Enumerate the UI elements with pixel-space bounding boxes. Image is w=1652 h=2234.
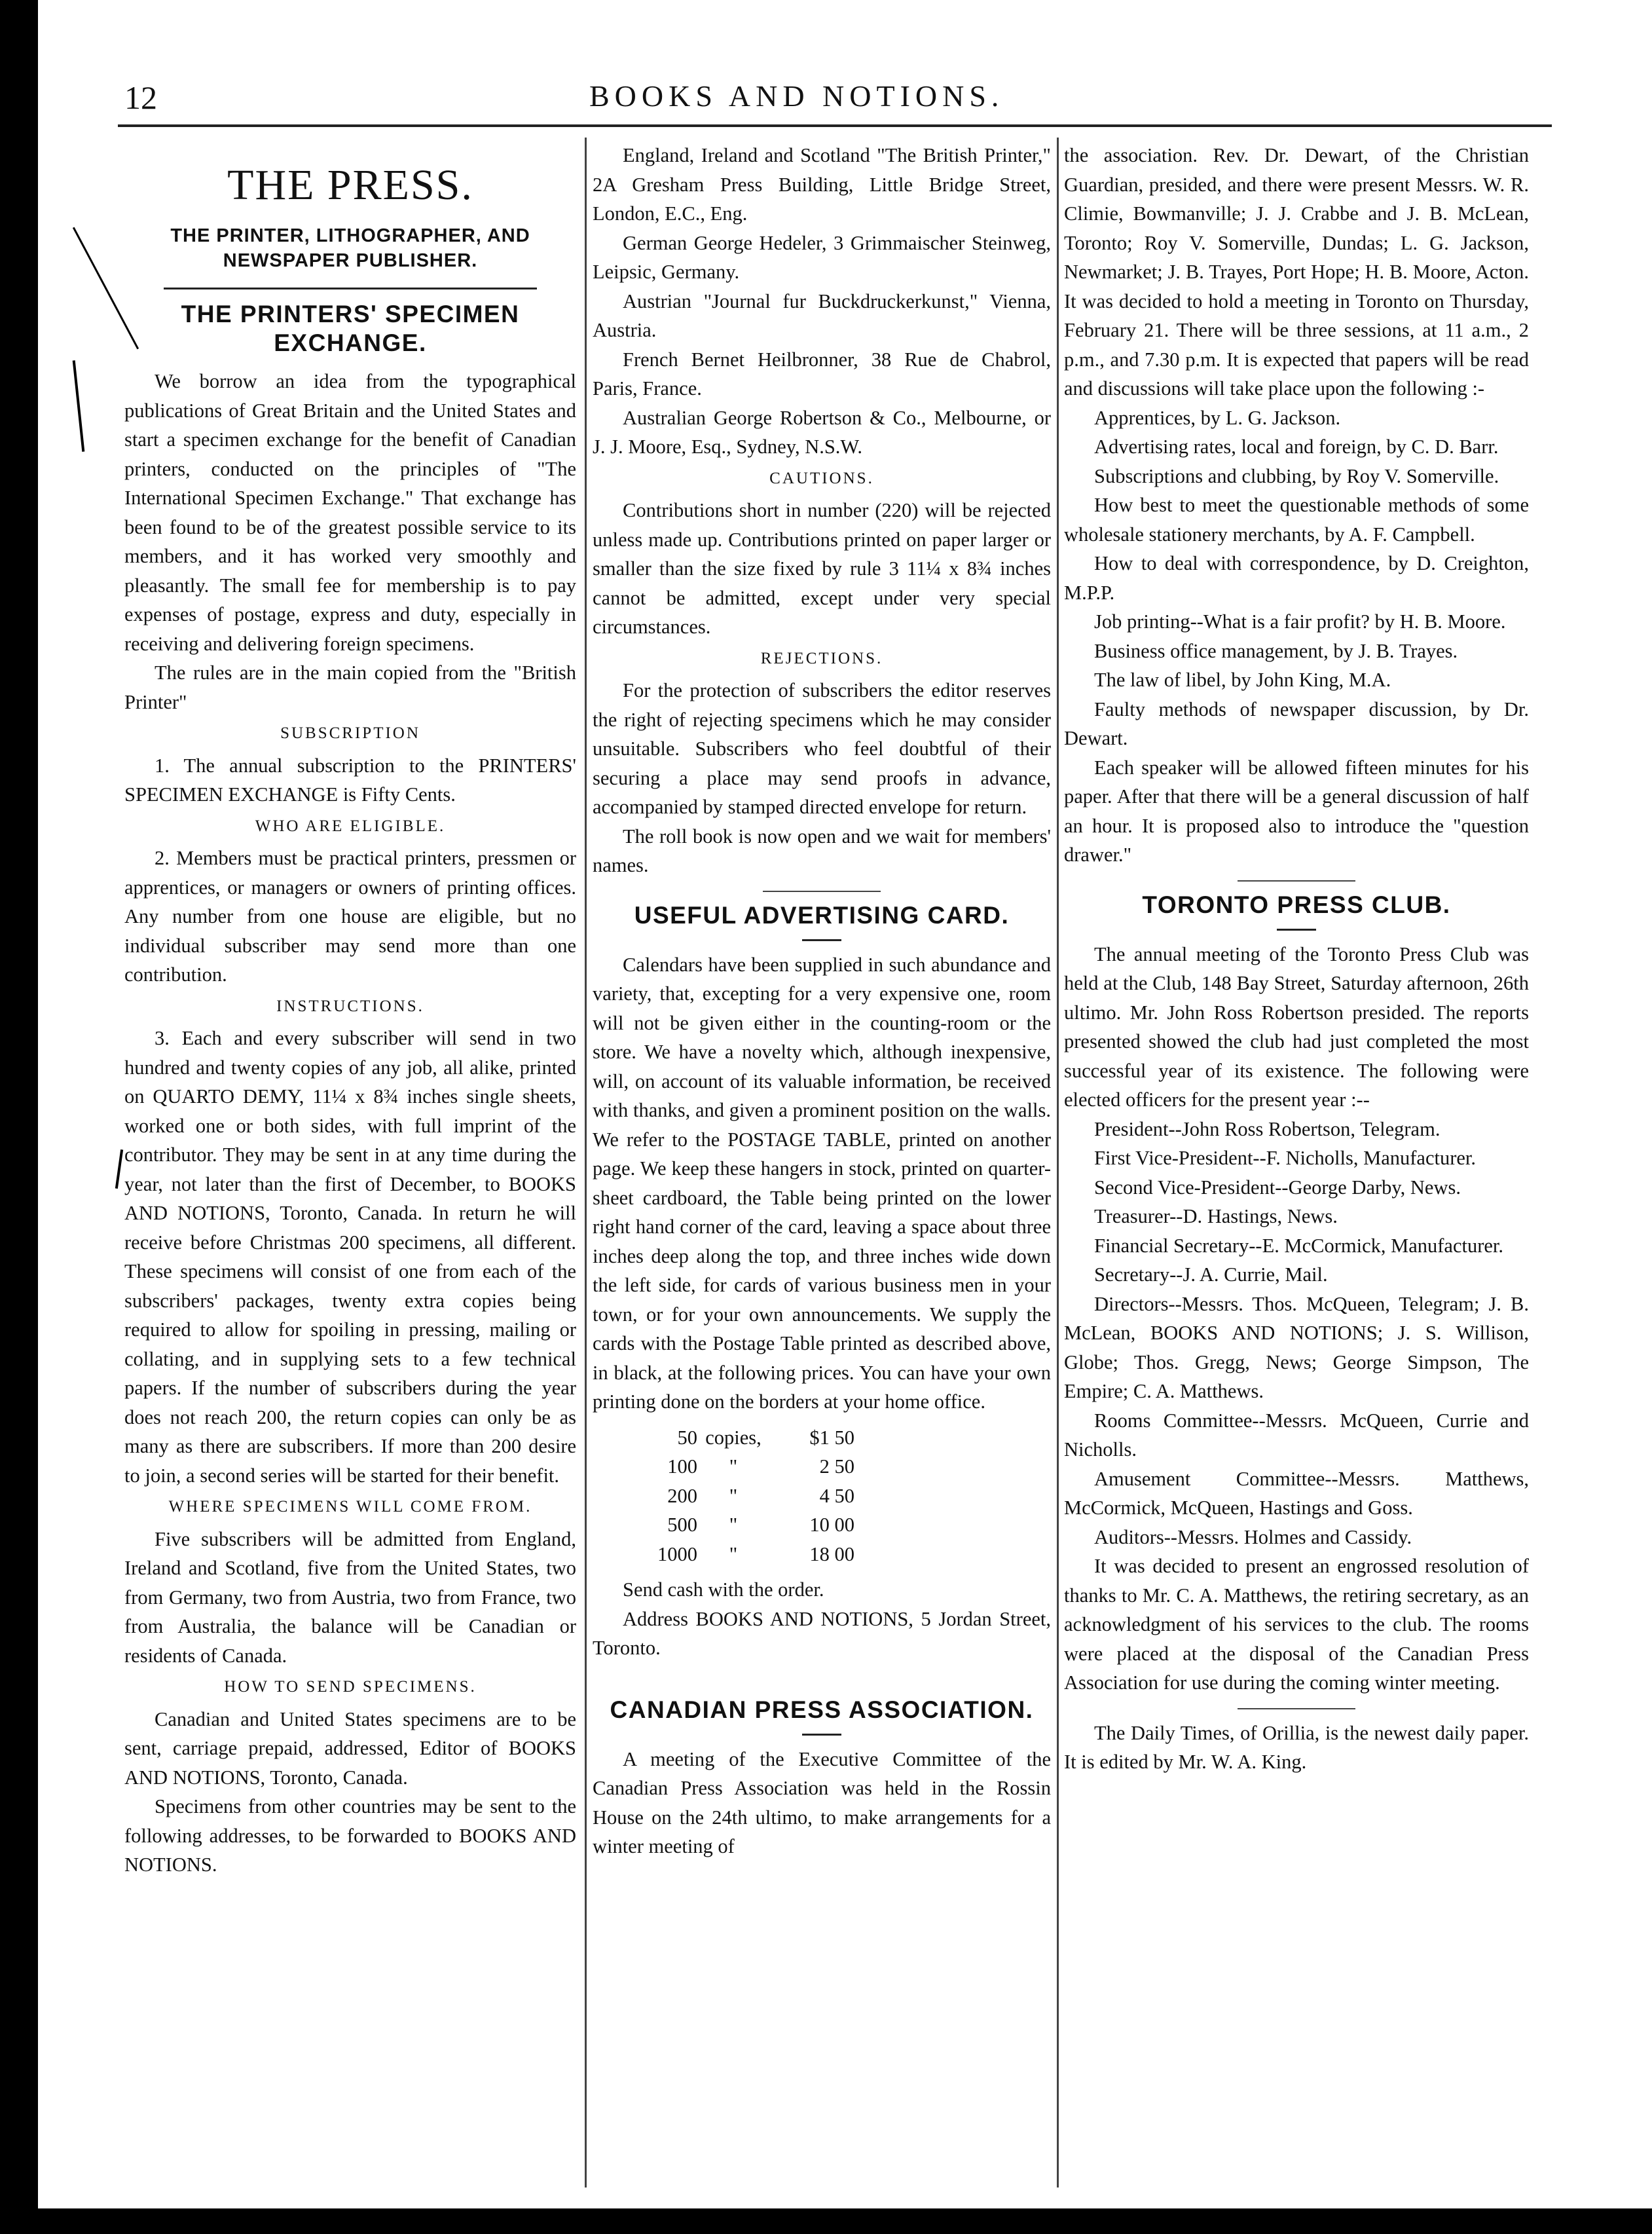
column-rule-2 (1057, 138, 1059, 2187)
rejections-paragraph: For the protection of subscribers the editor reserves the right of rejecting specimens which he may consider unsuitable. Subscribers who feel doubtful of their securing a place may send proofs in advance, accompanied by stamped directed envelope for return. (593, 679, 1051, 818)
column-3 (1064, 141, 1529, 2191)
topic-item: Job printing--What is a fair profit? by H. B. Moore. (1094, 610, 1506, 633)
cautions-paragraph: Contributions short in number (220) will be rejected unless made up. Contributions printed on paper larger or smaller than the size fixed by rule 3 11¼ x 8¾ inches cannot be admitted, except under very special circumstances. (593, 499, 1051, 638)
club-paragraph: The annual meeting of the Toronto Press Club was held at the Club, 148 Bay Street, Saturday afternoon, 26th ultimo. Mr. John Ross Robertson presided. The reports presented showed the club had just completed the most successful year of its existence. The following were elected officers for the present year :-- (1064, 942, 1529, 1111)
price-value: 18 00 (809, 1542, 854, 1565)
price-label: " (729, 1514, 738, 1536)
advertising-card-title: USEFUL ADVERTISING CARD. (634, 901, 1010, 929)
column-rule-1 (585, 138, 587, 2187)
price-qty: 200 (667, 1484, 697, 1507)
cpa-paragraph: A meeting of the Executive Committee of the Canadian Press Association was held in the Rossin House on the 24th ultimo, to make arrangements for a winter meeting of (593, 1747, 1051, 1857)
page-number: 12 (124, 79, 157, 116)
price-table (638, 1423, 1051, 1569)
other-countries-paragraph: Specimens from other countries may be sent to the following addresses, to be forwarded to BOOKS AND NOTIONS. (124, 1795, 576, 1876)
officer-item: Financial Secretary--E. McCormick, Manufacturer. (1094, 1234, 1504, 1257)
officer-item: Directors--Messrs. Thos. McQueen, Telegram; J. B. McLean, BOOKS AND NOTIONS; J. S. Willison, Globe; Thos. Gregg, News; George Simpson, The Empire; C. A. Matthews. (1064, 1292, 1529, 1402)
officer-item: First Vice-President--F. Nicholls, Manufacturer. (1094, 1147, 1477, 1169)
price-label: " (729, 1455, 738, 1478)
topic-item: Advertising rates, local and foreign, by C. D. Barr. (1094, 436, 1499, 458)
separator-rule (1238, 1708, 1355, 1709)
column-1 (124, 141, 576, 2191)
price-row (638, 1510, 1051, 1540)
where-paragraph: Five subscribers will be admitted from England, Ireland and Scotland, five from the United States, two from Germany, two from Austria, two from France, two from Australia, the balance will be Canadian or residents of Canada. (124, 1527, 576, 1667)
scan-mark (115, 1149, 123, 1189)
eligible-heading: WHO ARE ELIGIBLE. (255, 817, 446, 835)
specimen-exchange-title: THE PRINTERS' SPECIMEN EXCHANGE. (181, 301, 520, 356)
running-title: BOOKS AND NOTIONS. (589, 79, 1004, 113)
scan-edge-bottom (0, 2208, 1652, 2234)
topic-item: Business office management, by J. B. Trayes. (1094, 639, 1458, 662)
masthead-rule (164, 288, 537, 289)
officer-item: Rooms Committee--Messrs. McQueen, Currie and Nicholls. (1064, 1409, 1529, 1461)
header-rule (118, 124, 1552, 127)
resolution-paragraph: It was decided to present an engrossed resolution of thanks to Mr. C. A. Matthews, the retiring secretary, as an acknowledgment of his services to the club. The rooms were placed at the disposal of the Canadian Press Association for use during the coming winter meeting. (1064, 1555, 1529, 1694)
cpa-continued-paragraph: the association. Rev. Dr. Dewart, of the Christian Guardian, presided, and there were present Messrs. W. R. Climie, Bowmanville; J. J. Crabbe and J. B. McLean, Toronto; Roy V. Somerville, Dundas; L. G. Jackson, Newmarket; J. B. Trayes, Port Hope; H. B. Moore, Acton. It was decided to hold a meeting in Toronto on Thursday, February 21. There will be three sessions, at 11 a.m., 2 p.m., and 7.30 p.m. It is expected that papers will be read and discussions will take place upon the following :- (1064, 144, 1529, 400)
instructions-paragraph: 3. Each and every subscriber will send in two hundred and twenty copies of any job, all alike, printed on QUARTO DEMY, 11¼ x 8¾ inches single sheets, worked one or both sides, with full imprint of the contributor. They may be sent in at any time during the year, not later than the first of December, to BOOKS AND NOTIONS, Toronto, Canada. In return he will receive before Christmas 200 specimens, all different. These specimens will consist of one from each of the subscribers' packages, twenty extra copies being required to allow for spoiling in pressing, mailing or collating, and in supplying sets to a few technical papers. If the number of subscribers during the year does not reach 200, the return copies can only be as many as there are subscribers. If more than 200 desire to join, a second series will be started for their benefit. (124, 1027, 576, 1487)
officer-item: Secretary--J. A. Currie, Mail. (1094, 1263, 1328, 1286)
where-heading: WHERE SPECIMENS WILL COME FROM. (168, 1498, 532, 1516)
price-row (638, 1452, 1051, 1481)
howto-paragraph: Canadian and United States specimens are to be sent, carriage prepaid, addressed, Editor of BOOKS AND NOTIONS, Toronto, Canada. (124, 1707, 576, 1789)
title-underline (802, 1734, 841, 1736)
price-label: copies, (705, 1426, 762, 1449)
orillia-paragraph: The Daily Times, of Orillia, is the newest daily paper. It is edited by Mr. W. A. King. (1064, 1721, 1529, 1773)
price-qty: 100 (667, 1455, 697, 1478)
officer-item: President--John Ross Robertson, Telegram. (1094, 1117, 1441, 1140)
canadian-press-association-title: CANADIAN PRESS ASSOCIATION. (610, 1696, 1034, 1723)
price-row (638, 1423, 1051, 1453)
australian-address: Australian George Robertson & Co., Melbourne, or J. J. Moore, Esq., Sydney, N.S.W. (593, 406, 1051, 458)
price-label: " (729, 1484, 738, 1507)
price-qty: 50 (677, 1426, 697, 1449)
topic-item: How best to meet the questionable methods of some wholesale stationery merchants, by A. F. Campbell. (1064, 494, 1529, 546)
price-row (638, 1540, 1051, 1569)
subscription-paragraph: 1. The annual subscription to the PRINTERS' SPECIMEN EXCHANGE is Fifty Cents. (124, 754, 576, 806)
officer-item: Auditors--Messrs. Holmes and Cassidy. (1094, 1525, 1412, 1548)
austrian-address: Austrian "Journal fur Buckdruckerkunst," Vienna, Austria. (593, 289, 1051, 341)
price-value: 10 00 (809, 1514, 854, 1536)
rules-paragraph: The rules are in the main copied from the "British Printer" (124, 661, 576, 713)
address-line: Address BOOKS AND NOTIONS, 5 Jordan Street, Toronto. (593, 1607, 1051, 1659)
scan-edge-left (0, 0, 38, 2234)
howto-heading: HOW TO SEND SPECIMENS. (224, 1678, 477, 1696)
topic-item: How to deal with correspondence, by D. Creighton, M.P.P. (1064, 552, 1529, 604)
price-label: " (729, 1542, 738, 1565)
price-qty: 1000 (657, 1542, 697, 1565)
cautions-heading: CAUTIONS. (769, 469, 874, 487)
column-2 (593, 141, 1051, 2191)
price-qty: 500 (667, 1514, 697, 1536)
price-row (638, 1481, 1051, 1511)
intro-paragraph: We borrow an idea from the typographical publications of Great Britain and the United States and start a specimen exchange for the benefit of Canadian printers, conducted on the principles of "The International Specimen Exchange." That exchange has been found to be of the greatest possible service to its members, and it has worked very smoothly and pleasantly. The small fee for membership is to pay expenses of postage, express and duty, especially in receiving and delivering foreign specimens. (124, 370, 576, 655)
officer-item: Amusement Committee--Messrs. Matthews, McCormick, McQueen, Hastings and Goss. (1064, 1467, 1529, 1519)
eligible-paragraph: 2. Members must be practical printers, pressmen or apprentices, or managers or owners of printing offices. Any number from one house are eligible, but no individual subscriber may send more than one contribution. (124, 847, 576, 986)
officer-item: Second Vice-President--George Darby, News. (1094, 1176, 1461, 1199)
french-address: French Bernet Heilbronner, 38 Rue de Chabrol, Paris, France. (593, 348, 1051, 400)
officer-item: Treasurer--D. Hastings, News. (1094, 1205, 1338, 1227)
scan-mark (73, 360, 85, 452)
topic-item: Faulty methods of newspaper discussion, by Dr. Dewart. (1064, 698, 1529, 749)
subscription-heading: SUBSCRIPTION (280, 724, 420, 742)
rejections-heading: REJECTIONS. (760, 649, 883, 667)
topic-item: The law of libel, by John King, M.A. (1094, 669, 1391, 691)
each-speaker-paragraph: Each speaker will be allowed fifteen minutes for his paper. After that there will be a general discussion of half an hour. It is proposed also to introduce the "question drawer." (1064, 756, 1529, 866)
title-underline (1277, 929, 1316, 931)
separator-rule (1238, 880, 1355, 882)
rollbook-paragraph: The roll book is now open and we wait for members' names. (593, 825, 1051, 876)
topic-item: Subscriptions and clubbing, by Roy V. Somerville. (1094, 464, 1499, 487)
title-underline (802, 939, 841, 941)
price-value: 2 50 (819, 1455, 854, 1478)
separator-rule (763, 891, 881, 892)
topic-item: Apprentices, by L. G. Jackson. (1094, 406, 1341, 429)
instructions-heading: INSTRUCTIONS. (276, 997, 424, 1015)
price-value: 4 50 (819, 1484, 854, 1507)
masthead-subtitle: THE PRINTER, LITHOGRAPHER, AND NEWSPAPER PUBLISHER. (170, 225, 530, 271)
england-address: England, Ireland and Scotland "The British Printer," 2A Gresham Press Building, Little Bridge Street, London, E.C., Eng. (593, 144, 1051, 225)
send-cash-line: Send cash with the order. (623, 1578, 824, 1601)
masthead: THE PRESS. (227, 161, 473, 209)
toronto-press-club-title: TORONTO PRESS CLUB. (1142, 891, 1451, 918)
price-value: $1 50 (809, 1426, 854, 1449)
advertising-card-paragraph: Calendars have been supplied in such abundance and variety, that, excepting for a very expensive one, room will not be given either in the counting-room or the store. We have a novelty which, although inexpensive, will, on account of its valuable information, be received with thanks, and given a prominent position on the walls. We refer to the POSTAGE TABLE, printed on another page. We keep these hangers in stock, printed on quarter-sheet cardboard, the Table being printed on the lower right hand corner of the card, leaving a space about three inches deep along the top, and three inches wide down the left side, for cards of various business men in your town, or for your own announcements. We supply the cards with the Postage Table printed as described above, in black, at the following prices. You can have your own printing done on the borders at your home office. (593, 953, 1051, 1413)
german-address: German George Hedeler, 3 Grimmaischer Steinweg, Leipsic, Germany. (593, 231, 1051, 283)
